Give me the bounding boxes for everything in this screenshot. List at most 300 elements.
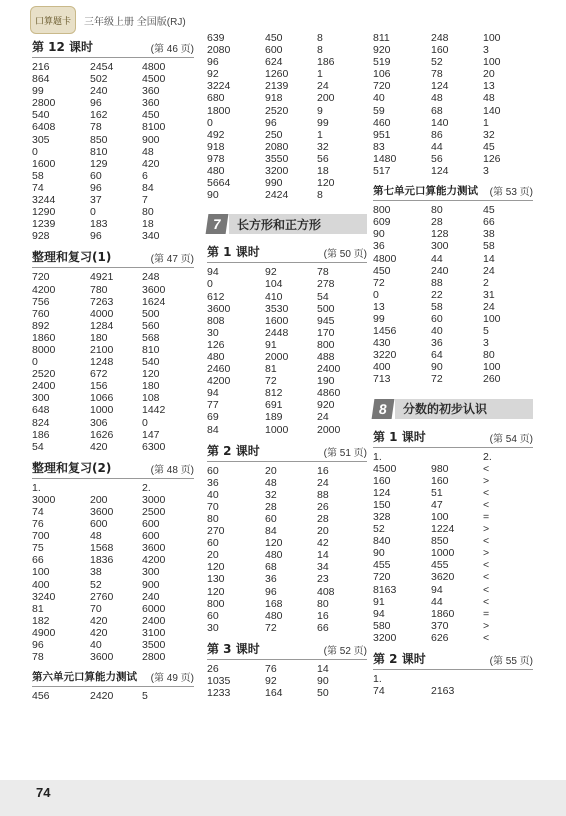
- answer-row: [207, 141, 367, 153]
- answer-row: [207, 165, 367, 177]
- answer-value: 78: [32, 651, 44, 664]
- answer-row: [207, 387, 367, 399]
- answer-value: 648: [32, 404, 50, 417]
- answer-value: 20: [207, 549, 219, 562]
- answer-value: 96: [90, 230, 102, 243]
- answer-value: 2080: [207, 44, 231, 57]
- answer-row: [32, 344, 194, 356]
- answer-row: [373, 487, 533, 499]
- answer-value: 400: [373, 361, 391, 374]
- answer-row: [32, 417, 194, 429]
- answer-row: [32, 441, 194, 453]
- answer-value: 180: [142, 380, 160, 393]
- answer-row: [32, 392, 194, 404]
- answer-value: 32: [265, 488, 277, 501]
- answer-value: 3620: [431, 571, 455, 584]
- answer-row: [373, 373, 533, 385]
- answer-value: 77: [207, 399, 219, 412]
- answer-value: 3220: [373, 349, 397, 362]
- section-header: [207, 442, 367, 462]
- answer-value: 2520: [265, 104, 289, 117]
- answer-value: <: [483, 559, 490, 572]
- answer-value: 1.: [373, 673, 382, 686]
- answer-value: 24: [317, 476, 329, 489]
- answer-value: 864: [32, 73, 50, 86]
- section-header: [32, 38, 194, 58]
- answer-value: 240: [90, 85, 108, 98]
- answer-value: 4900: [32, 626, 56, 639]
- answer-value: 96: [265, 585, 277, 598]
- answer-row: [207, 549, 367, 561]
- answer-value: 420: [90, 440, 108, 453]
- answer-value: 100: [483, 361, 501, 374]
- answer-row: [207, 501, 367, 513]
- answer-value: 300: [431, 240, 449, 253]
- answer-value: 162: [90, 109, 108, 122]
- section-page-ref: (第 55 页): [489, 656, 533, 668]
- answer-value: 40: [207, 488, 219, 501]
- answer-value: 66: [483, 216, 495, 229]
- answer-row: [373, 301, 533, 313]
- section-title: 第六单元口算能力测试: [32, 671, 137, 684]
- answer-value: 1442: [142, 404, 166, 417]
- answer-value: 168: [265, 597, 283, 610]
- answer-value: 96: [32, 639, 44, 652]
- answer-value: 1456: [373, 325, 397, 338]
- answer-row: [207, 327, 367, 339]
- answer-value: 502: [90, 73, 108, 86]
- answer-row: [32, 530, 194, 542]
- answer-value: 3550: [265, 152, 289, 165]
- answer-row: [207, 663, 367, 675]
- answer-row: [207, 315, 367, 327]
- answer-value: 8163: [373, 583, 397, 596]
- answer-value: 36: [431, 337, 443, 350]
- answer-row: [207, 525, 367, 537]
- answer-value: 88: [317, 488, 329, 501]
- answer-value: 75: [32, 542, 44, 555]
- answer-value: 69: [207, 411, 219, 424]
- answer-value: 720: [32, 271, 50, 284]
- section-page-ref: (第 50 页): [323, 249, 367, 261]
- answer-value: 216: [32, 61, 50, 73]
- answer-value: 1624: [142, 295, 166, 308]
- answer-value: 6408: [32, 121, 56, 134]
- answer-value: 2400: [142, 614, 166, 627]
- section-title: 整理和复习(1): [32, 250, 112, 265]
- answer-value: 3600: [90, 651, 114, 664]
- answer-value: 128: [431, 228, 449, 241]
- answer-value: 100: [483, 56, 501, 69]
- book-info: 三年级上册 全国版(RJ): [84, 16, 186, 28]
- answer-value: 28: [431, 216, 443, 229]
- answer-value: 18: [142, 218, 154, 231]
- answer-value: 78: [317, 266, 329, 279]
- answer-value: 52: [90, 578, 102, 591]
- answer-row: [373, 165, 533, 177]
- section-title: 第 2 课时: [207, 443, 260, 458]
- section-page-ref: (第 47 页): [150, 254, 194, 266]
- answer-value: 2760: [90, 590, 114, 603]
- answer-value: 248: [142, 271, 160, 284]
- answer-value: 1860: [32, 331, 56, 344]
- answer-value: 480: [207, 165, 225, 178]
- section-header: [32, 669, 194, 687]
- answer-value: 38: [90, 566, 102, 579]
- answer-value: 99: [317, 116, 329, 129]
- answer-row: [207, 675, 367, 687]
- answer-row: [32, 615, 194, 627]
- answer-row: [32, 639, 194, 651]
- answer-value: 130: [207, 573, 225, 586]
- answer-row: [373, 153, 533, 165]
- answer-value: 980: [431, 462, 449, 475]
- answer-row: [207, 80, 367, 92]
- answer-value: 0: [32, 356, 38, 369]
- answer-value: 8: [317, 44, 323, 57]
- answer-value: 189: [265, 411, 283, 424]
- answer-row: [373, 80, 533, 92]
- answer-value: 170: [317, 326, 335, 339]
- answer-value: 918: [265, 92, 283, 105]
- answer-row: [373, 463, 533, 475]
- answer-row: [32, 494, 194, 506]
- answer-value: 59: [373, 104, 385, 117]
- answer-value: 56: [317, 152, 329, 165]
- answer-value: 94: [207, 266, 219, 279]
- answer-value: 16: [317, 464, 329, 477]
- answer-value: 1290: [32, 206, 56, 219]
- answer-value: 6300: [142, 440, 166, 453]
- answer-value: 160: [431, 44, 449, 57]
- section-title: 第 1 课时: [207, 245, 260, 260]
- answer-value: 306: [90, 416, 108, 429]
- answer-value: 928: [32, 230, 50, 243]
- answer-row: [32, 170, 194, 182]
- answer-row: [373, 92, 533, 104]
- answer-value: 808: [207, 314, 225, 327]
- answer-value: 20: [265, 464, 277, 477]
- answer-value: 2420: [90, 690, 114, 703]
- answer-value: 92: [207, 68, 219, 81]
- answer-value: 92: [265, 266, 277, 279]
- answer-value: 44: [431, 595, 443, 608]
- answer-row: [373, 337, 533, 349]
- answer-value: 80: [317, 597, 329, 610]
- answer-row: [207, 424, 367, 436]
- answer-row: [373, 325, 533, 337]
- answer-value: 24: [483, 264, 495, 277]
- answer-value: 2800: [32, 97, 56, 110]
- answer-value: 48: [483, 92, 495, 105]
- answer-value: 4200: [32, 283, 56, 296]
- answer-value: 60: [207, 537, 219, 550]
- section-header: [207, 640, 367, 660]
- section-page-ref: (第 53 页): [489, 187, 533, 199]
- answer-row: [32, 542, 194, 554]
- answer-value: 56: [431, 152, 443, 165]
- answer-value: 140: [431, 116, 449, 129]
- answer-value: 26: [317, 500, 329, 513]
- series-logo: 口算题卡: [30, 6, 76, 34]
- answer-row: [32, 97, 194, 109]
- section-header: [373, 183, 533, 201]
- answer-value: 672: [90, 368, 108, 381]
- answer-row: [207, 537, 367, 549]
- answer-value: 450: [373, 264, 391, 277]
- answer-value: 8: [317, 32, 323, 44]
- answer-row: [373, 313, 533, 325]
- answer-row: [207, 92, 367, 104]
- answer-value: 150: [373, 498, 391, 511]
- answer-value: 600: [90, 518, 108, 531]
- answer-value: 4000: [90, 307, 114, 320]
- answer-row: [373, 265, 533, 277]
- section-header: [32, 248, 194, 268]
- answer-value: 2000: [265, 350, 289, 363]
- answer-value: 612: [207, 290, 225, 303]
- answer-value: 8100: [142, 121, 166, 134]
- answer-row: [207, 573, 367, 585]
- answer-value: 240: [431, 264, 449, 277]
- answer-value: 76: [32, 518, 44, 531]
- answer-row: [32, 429, 194, 441]
- section-page-ref: (第 54 页): [489, 433, 533, 445]
- answer-value: 517: [373, 165, 391, 178]
- answer-value: 36: [265, 573, 277, 586]
- answer-value: 44: [431, 140, 443, 153]
- answer-value: 94: [431, 583, 443, 596]
- answer-value: 2000: [317, 423, 341, 436]
- answer-row: [32, 61, 194, 73]
- answer-row: [373, 253, 533, 265]
- answer-row: [373, 277, 533, 289]
- answer-value: 129: [90, 157, 108, 170]
- answer-value: 480: [207, 350, 225, 363]
- answer-value: 2400: [317, 363, 341, 376]
- answer-value: 560: [142, 319, 160, 332]
- answer-value: 1035: [207, 675, 231, 688]
- answer-value: 408: [317, 585, 335, 598]
- answer-value: 6: [142, 169, 148, 182]
- answer-row: [207, 68, 367, 80]
- answer-value: 248: [431, 32, 449, 44]
- answer-row: [373, 32, 533, 44]
- answer-value: 36: [207, 476, 219, 489]
- answer-value: 4200: [142, 554, 166, 567]
- answer-value: 3: [483, 165, 489, 178]
- answer-value: 100: [483, 312, 501, 325]
- answer-value: 37: [90, 194, 102, 207]
- answer-value: 92: [265, 675, 277, 688]
- answer-value: 8000: [32, 343, 56, 356]
- answer-value: 160: [373, 474, 391, 487]
- answer-value: 78: [90, 121, 102, 134]
- answer-value: 2163: [431, 685, 455, 698]
- answer-value: 488: [317, 350, 335, 363]
- answer-value: 4200: [207, 375, 231, 388]
- section-page-ref: (第 46 页): [150, 44, 194, 55]
- answer-row: [32, 482, 194, 494]
- answer-value: 66: [317, 621, 329, 634]
- answer-row: [207, 153, 367, 165]
- answer-row: [373, 673, 533, 685]
- answer-row: [207, 610, 367, 622]
- answer-value: 124: [373, 486, 391, 499]
- answer-value: 16: [317, 609, 329, 622]
- answer-value: 811: [373, 32, 390, 44]
- answer-value: 74: [32, 506, 44, 518]
- answer-value: 64: [431, 349, 443, 362]
- answer-value: 147: [142, 428, 160, 441]
- answer-row: [207, 363, 367, 375]
- answer-value: 3200: [373, 631, 397, 644]
- answer-value: [431, 673, 483, 685]
- answer-value: 90: [317, 675, 329, 688]
- answer-value: 990: [265, 177, 283, 190]
- answer-row: [207, 56, 367, 68]
- answer-value: <: [483, 462, 490, 475]
- answer-value: 72: [265, 621, 277, 634]
- answer-row: [32, 218, 194, 230]
- answer-value: 14: [317, 549, 329, 562]
- answer-row: [373, 117, 533, 129]
- answer-value: 31: [483, 288, 495, 301]
- answer-value: 13: [373, 300, 385, 313]
- answer-value: 26: [207, 662, 219, 675]
- unit-number-badge: 8: [372, 399, 395, 419]
- answer-value: 84: [142, 181, 154, 194]
- answer-value: <: [483, 498, 490, 511]
- answer-value: 45: [483, 204, 495, 217]
- answer-value: 22: [431, 288, 443, 301]
- section-page-ref: (第 51 页): [323, 447, 367, 459]
- answer-value: 810: [142, 343, 160, 356]
- answer-value: 99: [32, 85, 44, 98]
- answer-row: [207, 189, 367, 201]
- answer-value: <: [483, 486, 490, 499]
- answer-value: 32: [317, 140, 329, 153]
- answer-row: [207, 32, 367, 44]
- answer-value: 1.: [373, 450, 382, 463]
- answer-value: 600: [265, 44, 283, 57]
- answer-row: [32, 368, 194, 380]
- answer-value: 70: [90, 602, 102, 615]
- answer-value: 540: [32, 109, 50, 122]
- answer-value: 270: [207, 525, 225, 538]
- answer-value: 800: [207, 597, 225, 610]
- answer-row: [32, 332, 194, 344]
- answer-value: 90: [373, 228, 385, 241]
- answer-value: 1626: [90, 428, 114, 441]
- answer-value: 91: [373, 595, 385, 608]
- answer-value: 74: [32, 181, 44, 194]
- answer-value: <: [483, 535, 490, 548]
- answer-value: 1.: [32, 481, 41, 494]
- answer-row: [373, 584, 533, 596]
- answer-value: 80: [483, 349, 495, 362]
- answer-value: 47: [431, 498, 443, 511]
- section-title: 第 3 课时: [207, 641, 260, 656]
- answer-value: 5664: [207, 177, 231, 190]
- answer-value: 13: [483, 80, 495, 93]
- answer-value: 90: [373, 547, 385, 560]
- answer-value: 24: [317, 411, 329, 424]
- answer-value: 96: [207, 56, 219, 69]
- answer-row: [373, 547, 533, 559]
- answer-value: 430: [373, 337, 391, 350]
- answer-value: 840: [373, 535, 391, 548]
- answer-value: 120: [207, 561, 225, 574]
- answer-value: 4800: [373, 252, 397, 265]
- answer-row: [373, 141, 533, 153]
- answer-value: 30: [207, 621, 219, 634]
- answer-value: 96: [265, 116, 277, 129]
- answer-row: [207, 375, 367, 387]
- answer-row: [207, 339, 367, 351]
- answer-row: [207, 465, 367, 477]
- answer-value: 680: [207, 92, 225, 105]
- answer-value: 40: [431, 325, 443, 338]
- answer-value: 106: [373, 68, 391, 81]
- answer-value: 2448: [265, 326, 289, 339]
- answer-value: 28: [317, 513, 329, 525]
- unit-title: 长方形和正方形: [229, 214, 367, 234]
- answer-value: 14: [317, 662, 329, 675]
- section-title: 第 2 课时: [373, 652, 426, 667]
- section-page-ref: (第 49 页): [150, 673, 194, 685]
- answer-value: 60: [207, 609, 219, 622]
- answer-value: 4800: [142, 61, 166, 73]
- answer-value: 6000: [142, 602, 166, 615]
- answer-value: 260: [483, 373, 501, 386]
- column-2: [207, 32, 367, 699]
- answer-row: [207, 266, 367, 278]
- answer-row: [373, 608, 533, 620]
- answer-value: [431, 451, 483, 463]
- answer-value: 48: [90, 530, 102, 543]
- answer-row: [207, 303, 367, 315]
- answer-row: [32, 73, 194, 85]
- answer-value: 100: [32, 566, 50, 579]
- answer-row: [32, 320, 194, 332]
- answer-row: [373, 105, 533, 117]
- section-title: 第七单元口算能力测试: [373, 185, 478, 198]
- answer-value: 156: [90, 380, 108, 393]
- answer-value: 186: [32, 428, 50, 441]
- answer-value: 1: [317, 68, 323, 81]
- answer-value: 278: [317, 278, 335, 291]
- answer-row: [32, 566, 194, 578]
- answer-value: 900: [142, 133, 160, 146]
- answer-value: 58: [32, 169, 44, 182]
- answer-value: 624: [265, 56, 283, 69]
- answer-value: 58: [431, 300, 443, 313]
- answer-row: [207, 598, 367, 610]
- section-header: [373, 650, 533, 670]
- answer-row: [373, 129, 533, 141]
- answer-value: 94: [373, 607, 385, 620]
- answer-row: [207, 622, 367, 634]
- answer-value: 720: [373, 571, 391, 584]
- answer-value: 920: [317, 399, 335, 412]
- answer-row: [32, 518, 194, 530]
- answer-value: 48: [265, 476, 277, 489]
- page-header: [30, 6, 210, 34]
- unit-banner: [207, 213, 367, 235]
- answer-value: 76: [265, 662, 277, 675]
- answer-row: [373, 632, 533, 644]
